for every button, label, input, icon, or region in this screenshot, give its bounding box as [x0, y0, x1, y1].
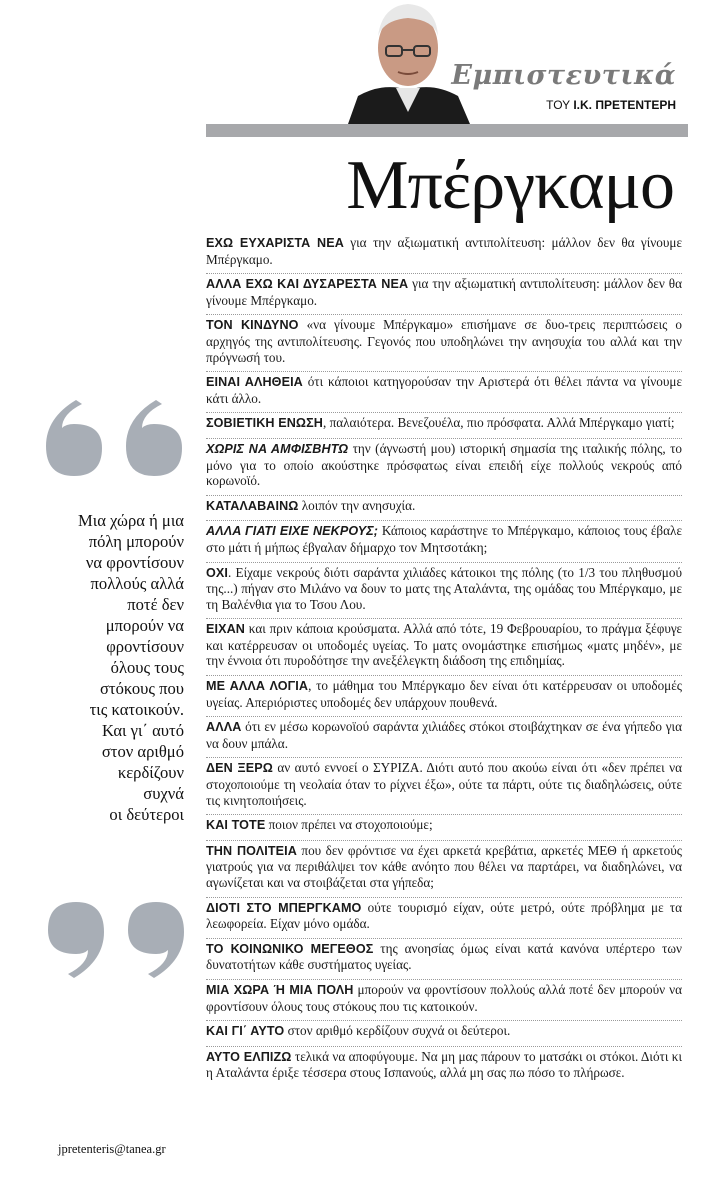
paragraph-lead: ΚΑΤΑΛΑΒΑΙΝΩ	[206, 498, 299, 513]
paragraph-lead: ΤΗΝ ΠΟΛΙΤΕΙΑ	[206, 843, 297, 858]
pull-quote-line: Μια χώρα ή μια	[78, 511, 184, 530]
paragraph-text: ποιον πρέπει να στοχοποιούμε;	[265, 817, 433, 833]
article-paragraph	[206, 274, 682, 315]
article-paragraph	[206, 815, 682, 841]
paragraph-text: ότι εν μέσω κορωνοϊού σαράντα χιλιάδες στόκοι στοιβάχτηκαν σε ένα γήπεδο για να δουν μπάλα.	[206, 719, 682, 751]
pull-quote-line: όλους τους	[110, 658, 184, 677]
pull-quote-line: φροντίσουν	[106, 637, 184, 656]
paragraph-lead: ΕΙΧΑΝ	[206, 622, 245, 637]
article-paragraph	[206, 1047, 682, 1087]
paragraph-text: στον αριθμό κερδίζουν συχνά οι δεύτεροι.	[284, 1023, 511, 1039]
paragraph-lead: ΕΧΩ ΕΥΧΑΡΙΣΤΑ ΝΕΑ	[206, 236, 344, 250]
pull-quote-line: μπορούν να	[105, 616, 184, 635]
article-paragraph	[206, 439, 682, 496]
paragraph-lead: ΑΥΤΟ ΕΛΠΙΖΩ	[206, 1049, 292, 1064]
pull-quote-line: οι δεύτεροι	[109, 805, 184, 824]
article-paragraph	[206, 841, 682, 898]
paragraph-lead: ΤΟΝ ΚΙΝΔΥΝΟ	[206, 318, 299, 333]
paragraph-text: τελικά να αποφύγουμε. Να μη μας πάρουν το ματσάκι οι στόκοι. Διότι κι η Αταλάντα έριξε τέσσερα στους Ισπανούς, αλλά μη σας πω πόσο το πλήρωσε.	[206, 1048, 682, 1081]
pull-quote-line: συχνά	[143, 784, 184, 803]
paragraph-lead: ΚΑΙ ΓΙ΄ ΑΥΤΟ	[206, 1024, 285, 1039]
paragraph-text: που δεν φρόντισε να έχει αρκετά κρεβάτια, αρκετές ΜΕΘ ή αρκετούς γιατρούς για να περιθάλψει τον κάθε ανόητο που θέλει να παρτάρει, να διαδηλώνει, να αγωνίζεται και να στοιβάζεται στα γήπεδα;	[206, 842, 682, 890]
paragraph-lead: ΔΙΟΤΙ ΣΤΟ ΜΠΕΡΓΚΑΜΟ	[206, 900, 362, 915]
paragraph-lead: ΚΑΙ ΤΟΤΕ	[206, 818, 266, 833]
article-paragraph	[206, 758, 682, 815]
article-paragraph	[206, 676, 682, 717]
paragraph-text: . Είχαμε νεκρούς διότι σαράντα χιλιάδες κάτοικοι της πόλης (το 1/3 του πληθυσμού της...) πήγαν στο Μιλάνο να δουν το ματς της Αταλάντα, της ομάδας του Μπέργκαμο, με τη Βαλένθια για το Τσου Λου.	[206, 564, 682, 612]
article-paragraph	[206, 717, 682, 758]
header-rule	[206, 124, 688, 137]
article-paragraph	[206, 619, 682, 676]
article-title: Μπέργκαμο	[346, 147, 674, 224]
author-name: Ι.Κ. ΠΡΕΤΕΝΤΕΡΗ	[573, 98, 676, 112]
author-email: jpretenteris@tanea.gr	[58, 1142, 166, 1156]
open-quote-icon	[40, 398, 190, 478]
article-paragraph	[206, 315, 682, 372]
paragraph-lead: ΑΛΛΑ ΓΙΑΤΙ ΕΙΧΕ ΝΕΚΡΟΥΣ;	[206, 524, 379, 539]
article-paragraph	[206, 898, 682, 939]
pull-quote-line: τις κατοικούν.	[89, 700, 184, 719]
paragraph-lead: ΕΙΝΑΙ ΑΛΗΘΕΙΑ	[206, 375, 303, 390]
paragraph-text: και πριν κάποια κρούσματα. Αλλά από τότε, 19 Φεβρουαρίου, το πράγμα ξέφυγε και κατέρρευσαν οι υποδομές υγείας. Το ματς ονομάστηκε επισήμως «ματς μηδέν», με την έννοια ότι πυροδότησε την ανεξέλεγκτη διάδοση της επιδημίας.	[206, 621, 682, 669]
paragraph-text: «να γίνουμε Μπέργκαμο» επισήμανε σε δυο-τρεις περιπτώσεις ο αρχηγός της αντιπολίτευσης. Γεγονός που υποδηλώνει την ανησυχία του αλλά και την πρόγνωσή του.	[206, 317, 683, 365]
paragraph-text: , παλαιότερα. Βενεζουέλα, πιο πρόσφατα. Αλλά Μπέργκαμο γιατί;	[322, 415, 675, 431]
paragraph-lead: ΧΩΡΙΣ ΝΑ ΑΜΦΙΣΒΗΤΩ	[206, 441, 349, 456]
paragraph-lead: ΜΕ ΑΛΛΑ ΛΟΓΙΑ	[206, 679, 309, 694]
article-paragraph	[206, 939, 682, 980]
paragraph-text: της ανοησίας όμως είναι κατά κανόνα υπέρτερο των δυνατοτήτων κάθε συστήματος υγείας.	[206, 940, 682, 973]
pull-quote-line: στον αριθμό	[101, 742, 184, 761]
paragraph-lead: ΤΟ ΚΟΙΝΩΝΙΚΟ ΜΕΓΕΘΟΣ	[206, 941, 374, 956]
paragraph-lead: ΑΛΛΑ ΕΧΩ ΚΑΙ ΔΥΣΑΡΕΣΤΑ ΝΕΑ	[206, 277, 409, 292]
paragraph-lead: ΟΧΙ	[206, 565, 228, 580]
paragraph-lead: ΑΛΛΑ	[206, 720, 242, 735]
column-title: Εμπιστευτικά	[451, 60, 676, 91]
paragraph-text: μπορούν να φροντίσουν πολλούς αλλά ποτέ δεν μπορούν να φροντίσουν όλους τους στόκους που τις κατοικούν.	[206, 981, 682, 1014]
pull-quote-line: Και γι΄ αυτό	[101, 721, 184, 740]
pull-quote-line: ποτέ δεν	[127, 595, 184, 614]
paragraph-text: Κάποιος καράστηνε το Μπέργκαμο, κάποιος τους έβαλε στο μάτι ή μήπως έβγαλαν δήμαρχο τον Μητσοτάκη;	[206, 523, 682, 555]
author-prefix: ΤΟΥ	[546, 98, 570, 112]
paragraph-text: ούτε τουρισμό είχαν, ούτε μετρό, ούτε πρόβλημα με τα λεωφορεία. Είχαν μόνο ομάδα.	[206, 899, 682, 932]
pull-quote-line: πολλούς αλλά	[90, 574, 184, 593]
paragraph-text: λοιπόν την ανησυχία.	[298, 497, 416, 513]
pull-quote-line: να φροντίσουν	[85, 553, 184, 572]
paragraph-lead: ΔΕΝ ΞΕΡΩ	[206, 761, 273, 776]
article-paragraph	[206, 413, 682, 439]
paragraph-text: για την αξιωματική αντιπολίτευση: μάλλον δεν θα γίνουμε Μπέργκαμο.	[206, 235, 682, 267]
close-quote-icon	[40, 900, 190, 980]
pull-quote-line: πόλη μπορούν	[88, 532, 184, 551]
paragraph-text: αν αυτό εννοεί ο ΣΥΡΙΖΑ. Διότι αυτό που ακούω είναι ότι «δεν πρέπει να στοχοποιούμε τη νεολαία όταν το ρίχνει έξω», ούτε τα πάρτι, ούτε τις διαδηλώσεις, ούτε τις κινητοποιήσεις.	[206, 760, 682, 808]
article-paragraph	[206, 1021, 682, 1047]
article-paragraph	[206, 233, 682, 274]
article-paragraph	[206, 521, 682, 562]
pull-quote-line: στόκους που	[99, 679, 184, 698]
article-body	[206, 233, 682, 1087]
author-byline	[546, 98, 676, 112]
paragraph-lead: ΣΟΒΙΕΤΙΚΗ ΕΝΩΣΗ	[206, 416, 323, 431]
paragraph-lead: ΜΙΑ ΧΩΡΑ Ή ΜΙΑ ΠΟΛΗ	[206, 982, 354, 997]
paragraph-text: για την αξιωματική αντιπολίτευση: μάλλον δεν θα γίνουμε Μπέργκαμο.	[206, 276, 682, 308]
pull-quote	[36, 510, 184, 825]
article-paragraph	[206, 980, 682, 1021]
article-paragraph	[206, 496, 682, 522]
paragraph-text: ότι κάποιοι κατηγορούσαν την Αριστερά ότι θέλει πάντα να γίνουμε κάτι άλλο.	[206, 374, 682, 406]
paragraph-text: την (άγνωστή μου) ιστορική σημασία της ιταλικής πόλης, το μόνο για το οποίο ακούστηκε πρόσφατως είναι επειδή είχε πολλούς νεκρούς από κορωνοϊό.	[206, 440, 682, 489]
article-paragraph	[206, 372, 682, 413]
pull-quote-line: κερδίζουν	[117, 763, 184, 782]
paragraph-text: , το μάθημα του Μπέργκαμο δεν είναι ότι κατέρρευσαν οι υποδομές υγείας. Απεριόριστες υποδομές δεν υπάρχουν πουθενά.	[206, 678, 682, 710]
article-paragraph	[206, 563, 682, 620]
